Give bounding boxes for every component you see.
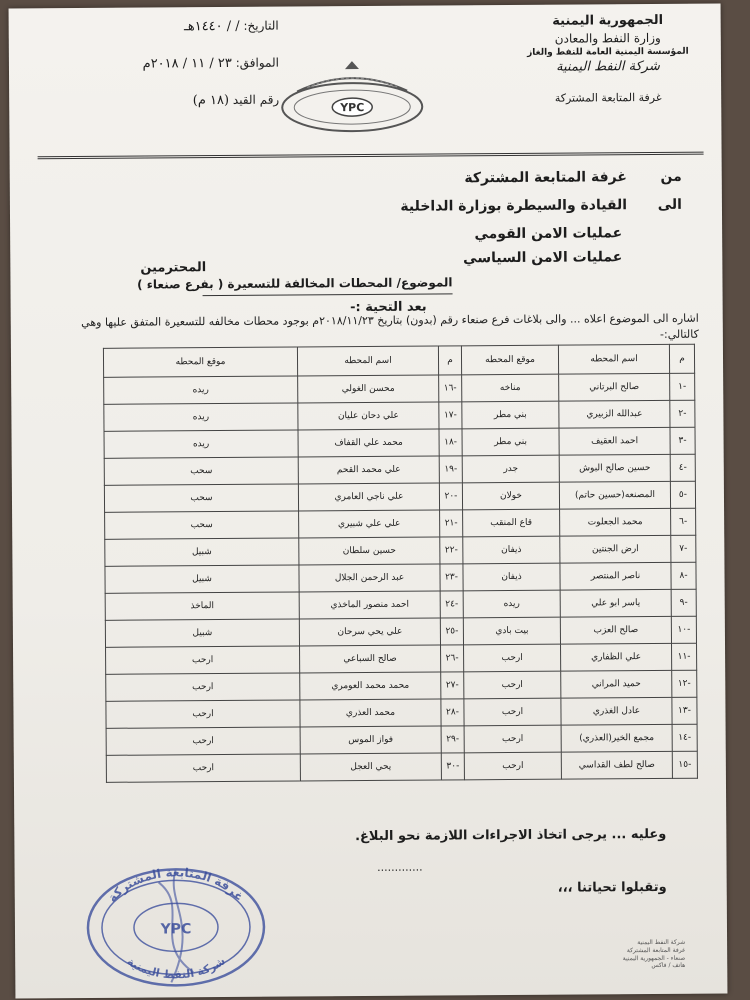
document-page — [9, 4, 728, 999]
table-row — [106, 751, 697, 782]
station-location-1: ارحب — [464, 752, 561, 780]
to-line-2: عمليات الامن القومي — [474, 225, 623, 243]
respect-text: المحترمين — [140, 260, 207, 276]
station-location-2: سحب — [104, 484, 298, 512]
station-location-2: ارحب — [106, 646, 300, 674]
stamp-top-text: غرفة المتابعة المشتركة — [105, 865, 247, 905]
station-name-2: يحي العجل — [300, 753, 441, 781]
table-row — [105, 508, 696, 539]
station-name-1: احمد العقيف — [559, 427, 670, 455]
institution-name: المؤسسة اليمنية العامة للنفط والغاز — [527, 46, 689, 58]
corresponding-label: الموافق: — [235, 55, 279, 70]
ministry-name: وزارة النفط والمعادن — [554, 30, 661, 46]
row-number-2: -٣٠ — [441, 753, 464, 780]
station-location-2: شبيل — [105, 619, 299, 647]
row-number-1: -٢ — [670, 400, 695, 427]
fine-line-1: شركة النفط اليمنية — [637, 938, 686, 947]
table-row — [104, 373, 695, 404]
record-value: (١٨ م) — [192, 92, 230, 109]
from-label: من — [660, 168, 682, 185]
th-location-1: موقع المحطه — [461, 345, 558, 375]
letterhead-left — [109, 19, 280, 131]
station-name-2: احمد منصور الماخذي — [299, 591, 440, 619]
table-row — [106, 643, 697, 674]
row-number-2: -٢٠ — [439, 483, 462, 510]
station-name-2: علي دحان عليان — [298, 402, 439, 430]
th-name-2: اسم المحطه — [297, 346, 438, 376]
logo-text: YPC — [340, 101, 365, 115]
station-name-2: علي يحي سرحان — [299, 618, 440, 646]
table-header-row — [103, 344, 694, 377]
subject-value: المحطات المخالفة للتسعيرة — [227, 275, 393, 291]
station-name-1: ارض الجنتين — [560, 535, 671, 563]
station-location-1: ذيفان — [463, 536, 560, 564]
table-row — [105, 535, 696, 566]
table-row — [104, 427, 695, 458]
station-location-1: مناخه — [462, 374, 559, 402]
station-name-1: حسين صالح البوش — [559, 454, 670, 482]
to-value: القيادة والسيطرة بوزارة الداخلية — [400, 197, 628, 215]
station-name-1: ياسر ابو علي — [560, 589, 671, 617]
station-name-2: محسن الغولي — [298, 375, 439, 403]
from-line — [464, 169, 681, 187]
row-number-1: -٩ — [671, 589, 696, 616]
row-number-2: -٢٤ — [440, 591, 463, 618]
station-location-1: ذيفان — [463, 563, 560, 591]
table-row — [106, 670, 697, 701]
ypc-logo — [277, 61, 428, 142]
closing-request: وعليه ... يرجى اتخاذ الاجراءات اللازمة نحو البلاغ. — [355, 826, 667, 845]
row-number-2: -٢٣ — [440, 564, 463, 591]
station-location-1: ارحب — [464, 671, 561, 699]
station-name-2: حسين سلطان — [299, 537, 440, 565]
table-row — [104, 481, 695, 512]
row-number-1: -٤ — [670, 454, 695, 481]
fine-line-2: غرفة المتابعة المشتركة — [626, 946, 686, 955]
to-label: الى — [657, 196, 682, 213]
stamp-center-text: YPC — [160, 921, 192, 938]
stamp-bottom-text: شركة النفط اليمنية — [124, 954, 228, 982]
station-location-2: سحب — [104, 457, 298, 485]
station-location-2: ريده — [104, 376, 298, 404]
th-number-2: م — [438, 346, 461, 375]
company-name: شركة النفط اليمنية — [556, 58, 660, 75]
country-name: الجمهورية اليمنية — [552, 12, 664, 29]
footer-fine-print — [535, 939, 685, 971]
station-location-1: ارحب — [464, 698, 561, 726]
station-name-1: صالح العزب — [560, 616, 671, 644]
row-number-2: -١٩ — [439, 456, 462, 483]
greeting: بعد التحية :- — [350, 299, 427, 316]
row-number-2: -٢٧ — [441, 672, 464, 699]
row-number-1: -٨ — [671, 562, 696, 589]
row-number-2: -٢٩ — [441, 726, 464, 753]
row-number-2: -٢٢ — [440, 537, 463, 564]
table-row — [104, 400, 695, 431]
subject-label: الموضوع/ — [396, 275, 453, 290]
station-name-1: عادل الغذري — [561, 697, 672, 725]
to-line-3: عمليات الامن السياسي — [463, 249, 623, 267]
station-location-2: ارحب — [106, 727, 300, 755]
table-row — [106, 724, 697, 755]
date-gregorian-value: ٢٣ / ١١ / ٢٠١٨م — [142, 55, 232, 72]
row-number-1: -١٥ — [672, 751, 697, 778]
body-paragraph: اشاره الى الموضوع اعلاه ... والى بلاغات فرع صنعاء رقم (بدون) بتاريخ ٢٠١٨/١١/٢٣م بوجود محطات مخالفه للتسعيرة المتفق عليها وهي كالتالي:- — [81, 311, 699, 341]
station-location-2: ريده — [104, 403, 298, 431]
fine-line-3: صنعاء - الجمهورية اليمنية — [622, 954, 686, 962]
closing-regards: وتقبلوا تحياتنا ،،، — [557, 879, 667, 896]
station-location-1: بيت بادي — [463, 617, 560, 645]
station-name-2: محمد علي القفاف — [298, 429, 439, 457]
row-number-2: -٢٨ — [441, 699, 464, 726]
row-number-1: -١٣ — [672, 697, 697, 724]
station-location-2: ارحب — [106, 700, 300, 728]
station-location-2: ارحب — [106, 673, 300, 701]
station-name-2: فواز الموس — [300, 726, 441, 754]
record-line — [109, 93, 279, 109]
station-location-1: جدر — [462, 455, 559, 483]
from-value: غرفة المتابعة المشتركة — [464, 169, 627, 187]
row-number-1: -١٠ — [671, 616, 696, 643]
row-number-2: -١٦ — [439, 375, 462, 402]
row-number-1: -٦ — [671, 508, 696, 535]
station-location-1: قاع المنقب — [463, 509, 560, 537]
row-number-1: -٥ — [670, 481, 695, 508]
row-number-1: -١٤ — [672, 724, 697, 751]
station-name-2: عبد الرحمن الجلال — [299, 564, 440, 592]
row-number-2: -٢١ — [440, 510, 463, 537]
room-name: غرفة المتابعة المشتركة — [554, 91, 662, 106]
station-location-1: ارحب — [464, 725, 561, 753]
station-name-2: صالح السباعي — [300, 645, 441, 673]
row-number-1: -٧ — [671, 535, 696, 562]
th-number-1: م — [669, 344, 694, 373]
station-name-1: علي الظفاري — [561, 643, 672, 671]
station-location-2: الماخذ — [105, 592, 299, 620]
table-row — [104, 454, 695, 485]
station-name-1: المصنعه(حسين حاتم) — [559, 481, 670, 509]
station-name-1: عبدالله الزبيري — [559, 400, 670, 428]
row-number-1: -١ — [670, 373, 695, 400]
station-location-1: ارحب — [464, 644, 561, 672]
date-hijri-line — [109, 19, 279, 35]
date-label: التاريخ: — [243, 18, 279, 33]
to-line — [400, 197, 682, 215]
station-name-1: حميد المراني — [561, 670, 672, 698]
station-location-2: ريده — [104, 430, 298, 458]
station-location-1: ريده — [463, 590, 560, 618]
station-location-2: شبيل — [105, 565, 299, 593]
station-name-2: محمد محمد العومري — [300, 672, 441, 700]
station-location-1: خولان — [462, 482, 559, 510]
date-hijri-value: / / ١٤٤٠هـ — [183, 18, 240, 35]
station-name-2: محمد العذري — [300, 699, 441, 727]
table-row — [106, 697, 697, 728]
subject-branch: ( بفرع صنعاء ) — [137, 277, 224, 292]
record-label: رقم القيد — [232, 92, 280, 107]
table-row — [105, 589, 696, 620]
station-location-2: ارحب — [106, 754, 300, 782]
row-number-2: -١٧ — [439, 402, 462, 429]
station-name-2: علي ناجي العامري — [298, 483, 439, 511]
subject-line — [137, 275, 452, 291]
row-number-1: -١٢ — [672, 670, 697, 697]
station-name-2: علي محمد القحم — [298, 456, 439, 484]
fine-line-4: هاتف / فاكس — [651, 962, 686, 970]
station-location-2: سحب — [105, 511, 299, 539]
th-location-2: موقع المحطه — [103, 347, 297, 377]
subject-underline — [203, 293, 453, 296]
row-number-1: -٣ — [670, 427, 695, 454]
date-gregorian-line — [109, 56, 279, 72]
station-location-1: بني مطر — [462, 401, 559, 429]
row-number-2: -٢٦ — [441, 645, 464, 672]
station-name-1: محمد الجعلوت — [560, 508, 671, 536]
letterhead-right — [513, 12, 704, 108]
station-location-2: شبيل — [105, 538, 299, 566]
station-name-1: صالح لطف القداسي — [561, 751, 672, 779]
table-row — [105, 562, 696, 593]
station-name-1: ناصر المنتصر — [560, 562, 671, 590]
closing-dots: ............. — [377, 860, 423, 874]
row-number-2: -١٨ — [439, 429, 462, 456]
stations-table — [103, 344, 698, 783]
row-number-2: -٢٥ — [440, 618, 463, 645]
official-stamp — [81, 862, 272, 993]
station-name-1: صالح البرتاني — [559, 373, 670, 401]
station-location-1: بني مطر — [462, 428, 559, 456]
station-name-2: علي علي شبيري — [299, 510, 440, 538]
table-row — [105, 616, 696, 647]
row-number-1: -١١ — [672, 643, 697, 670]
th-name-1: اسم المحطه — [558, 344, 669, 374]
station-name-1: مجمع الخير(العذري) — [561, 724, 672, 752]
